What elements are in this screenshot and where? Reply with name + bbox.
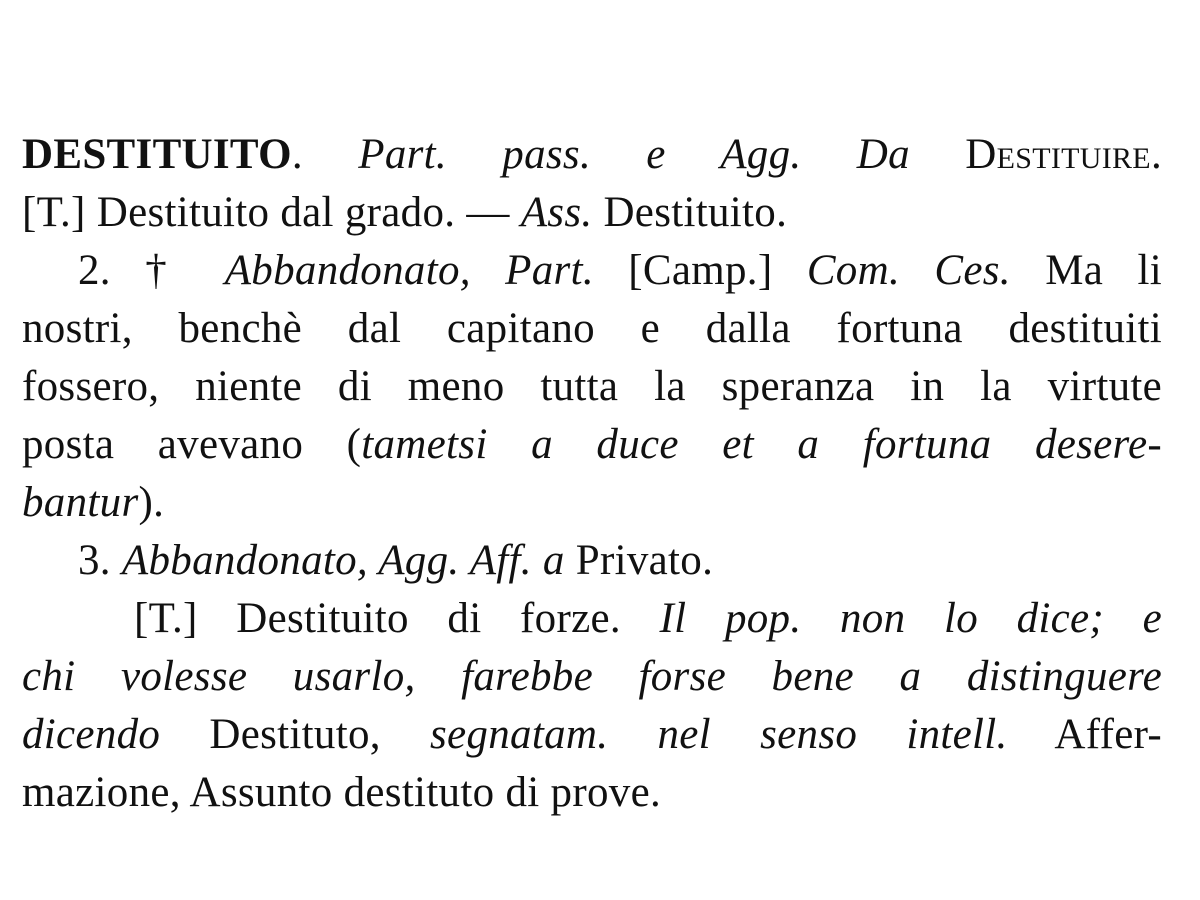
entry-line-1 xyxy=(22,126,1162,184)
citation-text-start: Ma li xyxy=(1010,247,1163,294)
entry-line-11 xyxy=(22,706,1162,764)
usage-note: chi volesse usarlo, farebbe forse bene a distinguere xyxy=(22,653,1162,700)
source-tag: [Camp.] xyxy=(593,247,807,294)
sense-definition-2: Abbandonato, Part. xyxy=(224,247,594,294)
example-text: [T.] Destituito di forze. xyxy=(134,595,660,642)
derived-from: Destituire xyxy=(965,131,1151,178)
line-1-end: . xyxy=(1150,131,1162,178)
sense-number-2: 2. † xyxy=(78,247,225,294)
grammar-note: Part. pass. e Agg. Da xyxy=(358,131,966,178)
example-text: [T.] Destituito dal grado. — xyxy=(22,189,521,236)
synonym: Privato. xyxy=(564,537,714,584)
example-text: mazione, Assunto destituto di prove. xyxy=(22,769,662,816)
entry-line-9 xyxy=(22,590,1162,648)
entry-line-8 xyxy=(22,532,1162,590)
sense-definition-3: Abbandonato, Agg. Aff. a xyxy=(121,537,565,584)
variant-form: Destituto, xyxy=(160,711,431,758)
entry-line-3 xyxy=(22,242,1162,300)
dictionary-entry xyxy=(22,126,1162,822)
example-text: Affer- xyxy=(1007,711,1162,758)
citation-source: Com. Ces. xyxy=(806,247,1011,294)
headword-punct: . xyxy=(291,131,359,178)
entry-line-10 xyxy=(22,648,1162,706)
entry-line-2 xyxy=(22,184,1162,242)
example-text-2: Destituito. xyxy=(592,189,788,236)
citation-text: fossero, niente di meno tutta la speranza in la virtute xyxy=(22,363,1162,410)
entry-line-7 xyxy=(22,474,1162,532)
headword: DESTITUITO xyxy=(22,131,292,178)
sense-number-3: 3. xyxy=(78,537,122,584)
usage-note: segnatam. nel senso intell. xyxy=(430,711,1008,758)
usage-note: Il pop. non lo dice; e xyxy=(659,595,1162,642)
latin-quote-end: bantur xyxy=(22,479,139,526)
usage-note: dicendo xyxy=(22,711,161,758)
entry-line-12 xyxy=(22,764,1162,822)
citation-text: nostri, benchè dal capitano e dalla fortuna destituiti xyxy=(22,305,1162,352)
entry-line-5 xyxy=(22,358,1162,416)
citation-close: ). xyxy=(138,479,165,526)
entry-line-6 xyxy=(22,416,1162,474)
latin-quote: tametsi a duce et a fortuna desere- xyxy=(361,421,1162,468)
usage-label: Ass. xyxy=(520,189,593,236)
entry-line-4 xyxy=(22,300,1162,358)
citation-text: posta avevano ( xyxy=(22,421,362,468)
